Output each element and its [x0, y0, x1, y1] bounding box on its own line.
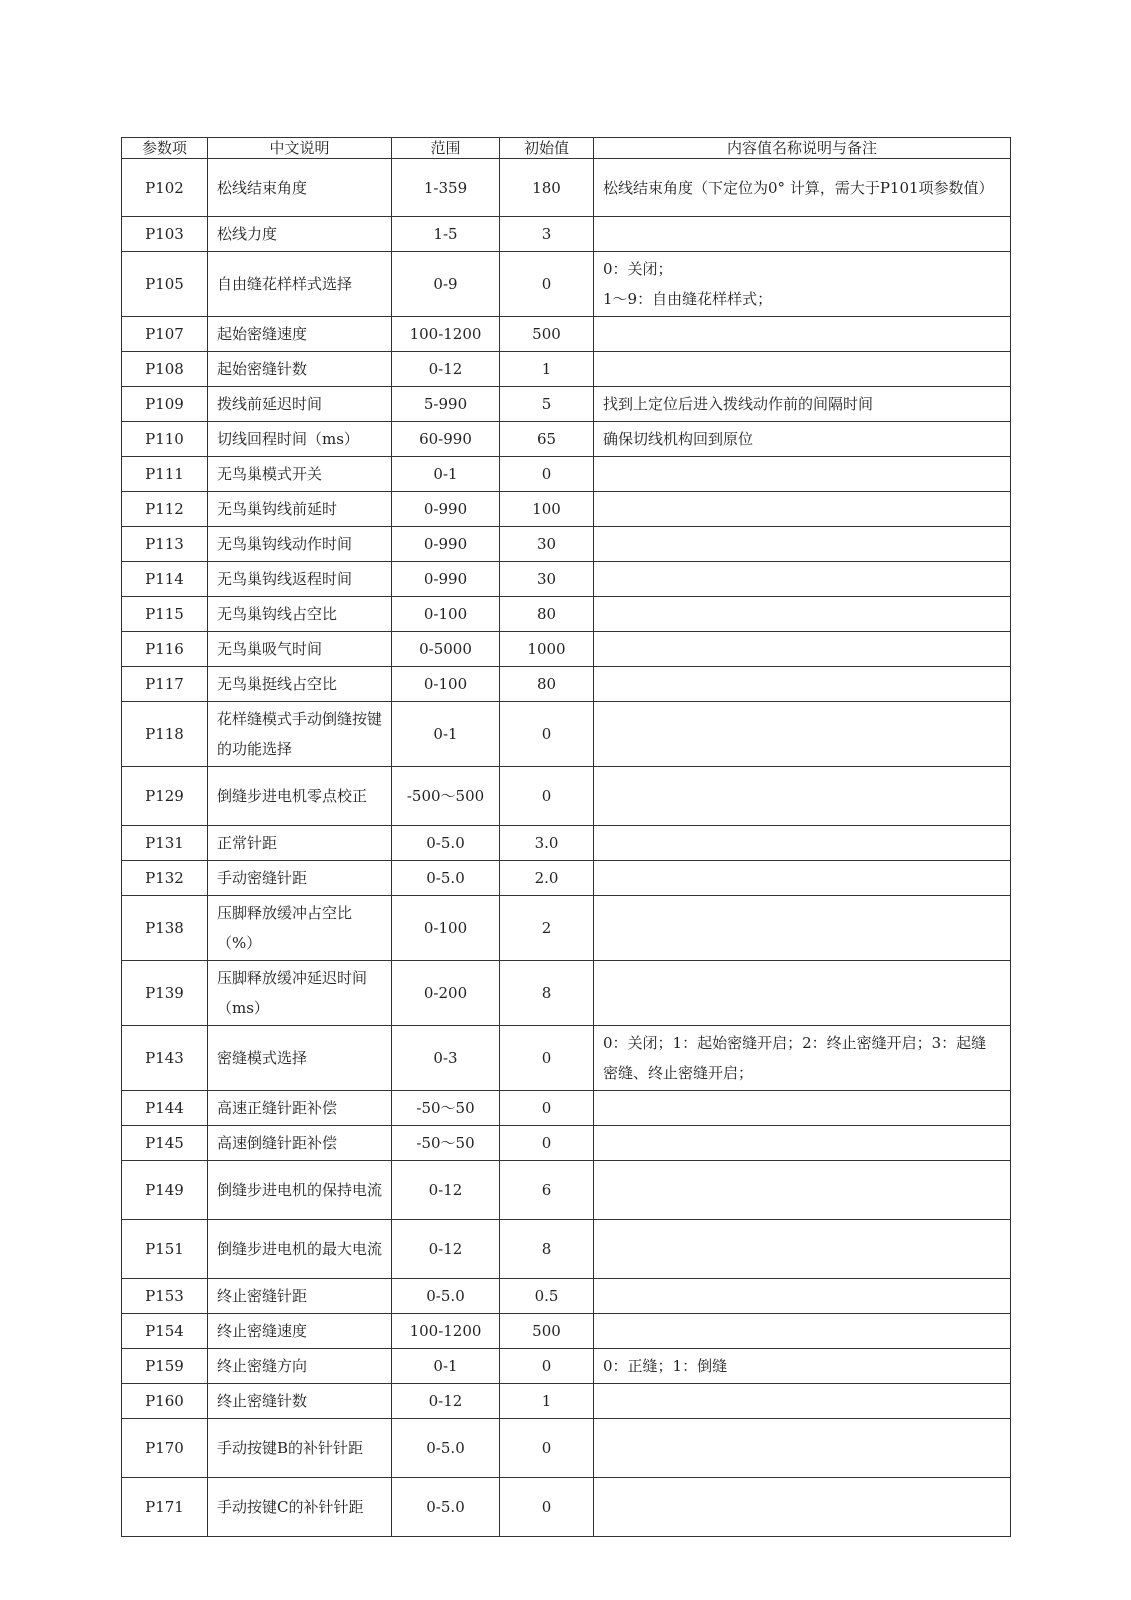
param-initial: 0 — [500, 1349, 594, 1384]
param-code: P143 — [122, 1026, 208, 1091]
param-initial: 0 — [500, 767, 594, 826]
table-row — [122, 632, 1011, 667]
table-row — [122, 422, 1011, 457]
param-name: 无鸟巢钩线前延时 — [208, 492, 392, 527]
param-initial: 65 — [500, 422, 594, 457]
param-code: P116 — [122, 632, 208, 667]
parameter-table — [121, 137, 1011, 1537]
param-initial: 1000 — [500, 632, 594, 667]
param-name: 密缝模式选择 — [208, 1026, 392, 1091]
param-range: 0-3 — [392, 1026, 500, 1091]
param-name: 无鸟巢钩线动作时间 — [208, 527, 392, 562]
table-row — [122, 597, 1011, 632]
param-code: P111 — [122, 457, 208, 492]
table-row — [122, 702, 1011, 767]
param-initial: 5 — [500, 387, 594, 422]
param-name: 松线结束角度 — [208, 159, 392, 217]
param-initial: 30 — [500, 527, 594, 562]
param-notes: 松线结束角度（下定位为0° 计算，需大于P101项参数值） — [594, 159, 1011, 217]
param-notes — [594, 1126, 1011, 1161]
table-row — [122, 1384, 1011, 1419]
param-name: 无鸟巢钩线返程时间 — [208, 562, 392, 597]
param-name: 终止密缝方向 — [208, 1349, 392, 1384]
param-initial: 0 — [500, 1478, 594, 1537]
param-range: 0-990 — [392, 562, 500, 597]
param-notes — [594, 217, 1011, 252]
param-code: P154 — [122, 1314, 208, 1349]
param-initial: 1 — [500, 1384, 594, 1419]
param-initial: 0.5 — [500, 1279, 594, 1314]
table-row — [122, 1126, 1011, 1161]
param-code: P132 — [122, 861, 208, 896]
param-range: 0-9 — [392, 252, 500, 317]
param-notes — [594, 1478, 1011, 1537]
param-initial: 2 — [500, 896, 594, 961]
param-range: 0-12 — [392, 352, 500, 387]
param-notes — [594, 1314, 1011, 1349]
table-row — [122, 767, 1011, 826]
param-range: 100-1200 — [392, 317, 500, 352]
param-initial: 500 — [500, 1314, 594, 1349]
param-range: 100-1200 — [392, 1314, 500, 1349]
param-code: P117 — [122, 667, 208, 702]
param-initial: 6 — [500, 1161, 594, 1220]
param-range: 0-12 — [392, 1384, 500, 1419]
param-code: P151 — [122, 1220, 208, 1279]
param-notes: 0：关闭； 1～9：自由缝花样样式； — [594, 252, 1011, 317]
param-range: 0-5.0 — [392, 1419, 500, 1478]
param-range: -50～50 — [392, 1091, 500, 1126]
param-range: 0-5.0 — [392, 1279, 500, 1314]
param-code: P113 — [122, 527, 208, 562]
param-name: 无鸟巢钩线占空比 — [208, 597, 392, 632]
param-range: -50～50 — [392, 1126, 500, 1161]
param-name: 正常针距 — [208, 826, 392, 861]
table-row — [122, 159, 1011, 217]
table-row — [122, 861, 1011, 896]
param-name: 倒缝步进电机的保持电流 — [208, 1161, 392, 1220]
param-code: P102 — [122, 159, 208, 217]
param-range: 0-100 — [392, 896, 500, 961]
param-code: P160 — [122, 1384, 208, 1419]
param-name: 花样缝模式手动倒缝按键的功能选择 — [208, 702, 392, 767]
table-row — [122, 961, 1011, 1026]
param-name: 终止密缝速度 — [208, 1314, 392, 1349]
param-initial: 3.0 — [500, 826, 594, 861]
table-row — [122, 1279, 1011, 1314]
header-notes: 内容值名称说明与备注 — [594, 138, 1011, 159]
param-code: P118 — [122, 702, 208, 767]
table-row — [122, 217, 1011, 252]
param-notes — [594, 861, 1011, 896]
table-row — [122, 1478, 1011, 1537]
param-notes — [594, 527, 1011, 562]
table-row — [122, 1026, 1011, 1091]
param-code: P103 — [122, 217, 208, 252]
param-code: P138 — [122, 896, 208, 961]
param-range: 60-990 — [392, 422, 500, 457]
param-name: 压脚释放缓冲占空比（%） — [208, 896, 392, 961]
table-row — [122, 1349, 1011, 1384]
param-code: P112 — [122, 492, 208, 527]
table-row — [122, 896, 1011, 961]
table-row — [122, 1314, 1011, 1349]
table-row — [122, 1220, 1011, 1279]
table-row — [122, 667, 1011, 702]
param-code: P110 — [122, 422, 208, 457]
param-name: 起始密缝针数 — [208, 352, 392, 387]
param-initial: 30 — [500, 562, 594, 597]
table-row — [122, 826, 1011, 861]
param-range: 1-359 — [392, 159, 500, 217]
param-notes — [594, 597, 1011, 632]
param-notes — [594, 1161, 1011, 1220]
param-notes: 0：关闭；1：起始密缝开启；2：终止密缝开启；3：起缝密缝、终止密缝开启； — [594, 1026, 1011, 1091]
param-code: P153 — [122, 1279, 208, 1314]
param-name: 起始密缝速度 — [208, 317, 392, 352]
param-initial: 0 — [500, 457, 594, 492]
param-range: 0-5000 — [392, 632, 500, 667]
param-name: 高速倒缝针距补偿 — [208, 1126, 392, 1161]
param-notes — [594, 702, 1011, 767]
header-row — [122, 138, 1011, 159]
param-initial: 0 — [500, 1026, 594, 1091]
param-name: 拨线前延迟时间 — [208, 387, 392, 422]
header-code: 参数项 — [122, 138, 208, 159]
param-name: 无鸟巢挺线占空比 — [208, 667, 392, 702]
param-range: 0-100 — [392, 597, 500, 632]
param-code: P159 — [122, 1349, 208, 1384]
param-code: P145 — [122, 1126, 208, 1161]
table-row — [122, 252, 1011, 317]
param-initial: 8 — [500, 1220, 594, 1279]
param-range: 0-100 — [392, 667, 500, 702]
param-notes: 找到上定位后进入拨线动作前的间隔时间 — [594, 387, 1011, 422]
param-initial: 0 — [500, 252, 594, 317]
param-name: 手动按键B的补针针距 — [208, 1419, 392, 1478]
param-name: 无鸟巢模式开关 — [208, 457, 392, 492]
param-name: 压脚释放缓冲延迟时间（ms） — [208, 961, 392, 1026]
param-code: P144 — [122, 1091, 208, 1126]
param-notes — [594, 1384, 1011, 1419]
param-range: 0-1 — [392, 1349, 500, 1384]
param-name: 松线力度 — [208, 217, 392, 252]
param-initial: 100 — [500, 492, 594, 527]
param-code: P131 — [122, 826, 208, 861]
param-name: 自由缝花样样式选择 — [208, 252, 392, 317]
param-name: 终止密缝针数 — [208, 1384, 392, 1419]
param-notes — [594, 667, 1011, 702]
param-initial: 0 — [500, 1419, 594, 1478]
param-range: 0-5.0 — [392, 1478, 500, 1537]
param-notes — [594, 562, 1011, 597]
param-notes — [594, 1091, 1011, 1126]
param-name: 无鸟巢吸气时间 — [208, 632, 392, 667]
param-initial: 0 — [500, 1091, 594, 1126]
table-row — [122, 457, 1011, 492]
param-notes — [594, 767, 1011, 826]
param-code: P170 — [122, 1419, 208, 1478]
param-range: 0-1 — [392, 702, 500, 767]
param-name: 倒缝步进电机的最大电流 — [208, 1220, 392, 1279]
param-range: 0-5.0 — [392, 861, 500, 896]
param-initial: 1 — [500, 352, 594, 387]
param-notes: 确保切线机构回到原位 — [594, 422, 1011, 457]
param-notes — [594, 826, 1011, 861]
param-code: P105 — [122, 252, 208, 317]
param-range: 0-200 — [392, 961, 500, 1026]
table-row — [122, 1161, 1011, 1220]
table-body — [122, 159, 1011, 1537]
param-initial: 8 — [500, 961, 594, 1026]
param-code: P139 — [122, 961, 208, 1026]
param-name: 切线回程时间（ms） — [208, 422, 392, 457]
param-initial: 80 — [500, 597, 594, 632]
param-notes: 0：正缝；1：倒缝 — [594, 1349, 1011, 1384]
param-code: P109 — [122, 387, 208, 422]
header-range: 范围 — [392, 138, 500, 159]
param-name: 终止密缝针距 — [208, 1279, 392, 1314]
param-notes — [594, 632, 1011, 667]
param-name: 高速正缝针距补偿 — [208, 1091, 392, 1126]
param-notes — [594, 961, 1011, 1026]
param-initial: 80 — [500, 667, 594, 702]
param-code: P115 — [122, 597, 208, 632]
param-notes — [594, 492, 1011, 527]
param-code: P171 — [122, 1478, 208, 1537]
param-initial: 500 — [500, 317, 594, 352]
param-code: P129 — [122, 767, 208, 826]
param-name: 手动密缝针距 — [208, 861, 392, 896]
param-notes — [594, 457, 1011, 492]
param-code: P149 — [122, 1161, 208, 1220]
header-initial: 初始值 — [500, 138, 594, 159]
param-notes — [594, 1419, 1011, 1478]
table-row — [122, 1419, 1011, 1478]
param-range: 5-990 — [392, 387, 500, 422]
param-notes — [594, 317, 1011, 352]
table-row — [122, 562, 1011, 597]
table-row — [122, 527, 1011, 562]
param-notes — [594, 352, 1011, 387]
param-range: 0-990 — [392, 492, 500, 527]
table-row — [122, 387, 1011, 422]
param-notes — [594, 896, 1011, 961]
param-range: 0-5.0 — [392, 826, 500, 861]
param-range: 0-990 — [392, 527, 500, 562]
param-initial: 2.0 — [500, 861, 594, 896]
param-initial: 0 — [500, 702, 594, 767]
param-range: 1-5 — [392, 217, 500, 252]
param-range: -500～500 — [392, 767, 500, 826]
table-row — [122, 1091, 1011, 1126]
table-row — [122, 492, 1011, 527]
param-initial: 3 — [500, 217, 594, 252]
param-code: P108 — [122, 352, 208, 387]
param-code: P107 — [122, 317, 208, 352]
param-notes — [594, 1220, 1011, 1279]
param-initial: 0 — [500, 1126, 594, 1161]
param-range: 0-12 — [392, 1220, 500, 1279]
param-initial: 180 — [500, 159, 594, 217]
param-notes — [594, 1279, 1011, 1314]
param-range: 0-1 — [392, 457, 500, 492]
param-range: 0-12 — [392, 1161, 500, 1220]
header-name: 中文说明 — [208, 138, 392, 159]
table-row — [122, 352, 1011, 387]
param-name: 手动按键C的补针针距 — [208, 1478, 392, 1537]
table-row — [122, 317, 1011, 352]
param-code: P114 — [122, 562, 208, 597]
param-name: 倒缝步进电机零点校正 — [208, 767, 392, 826]
